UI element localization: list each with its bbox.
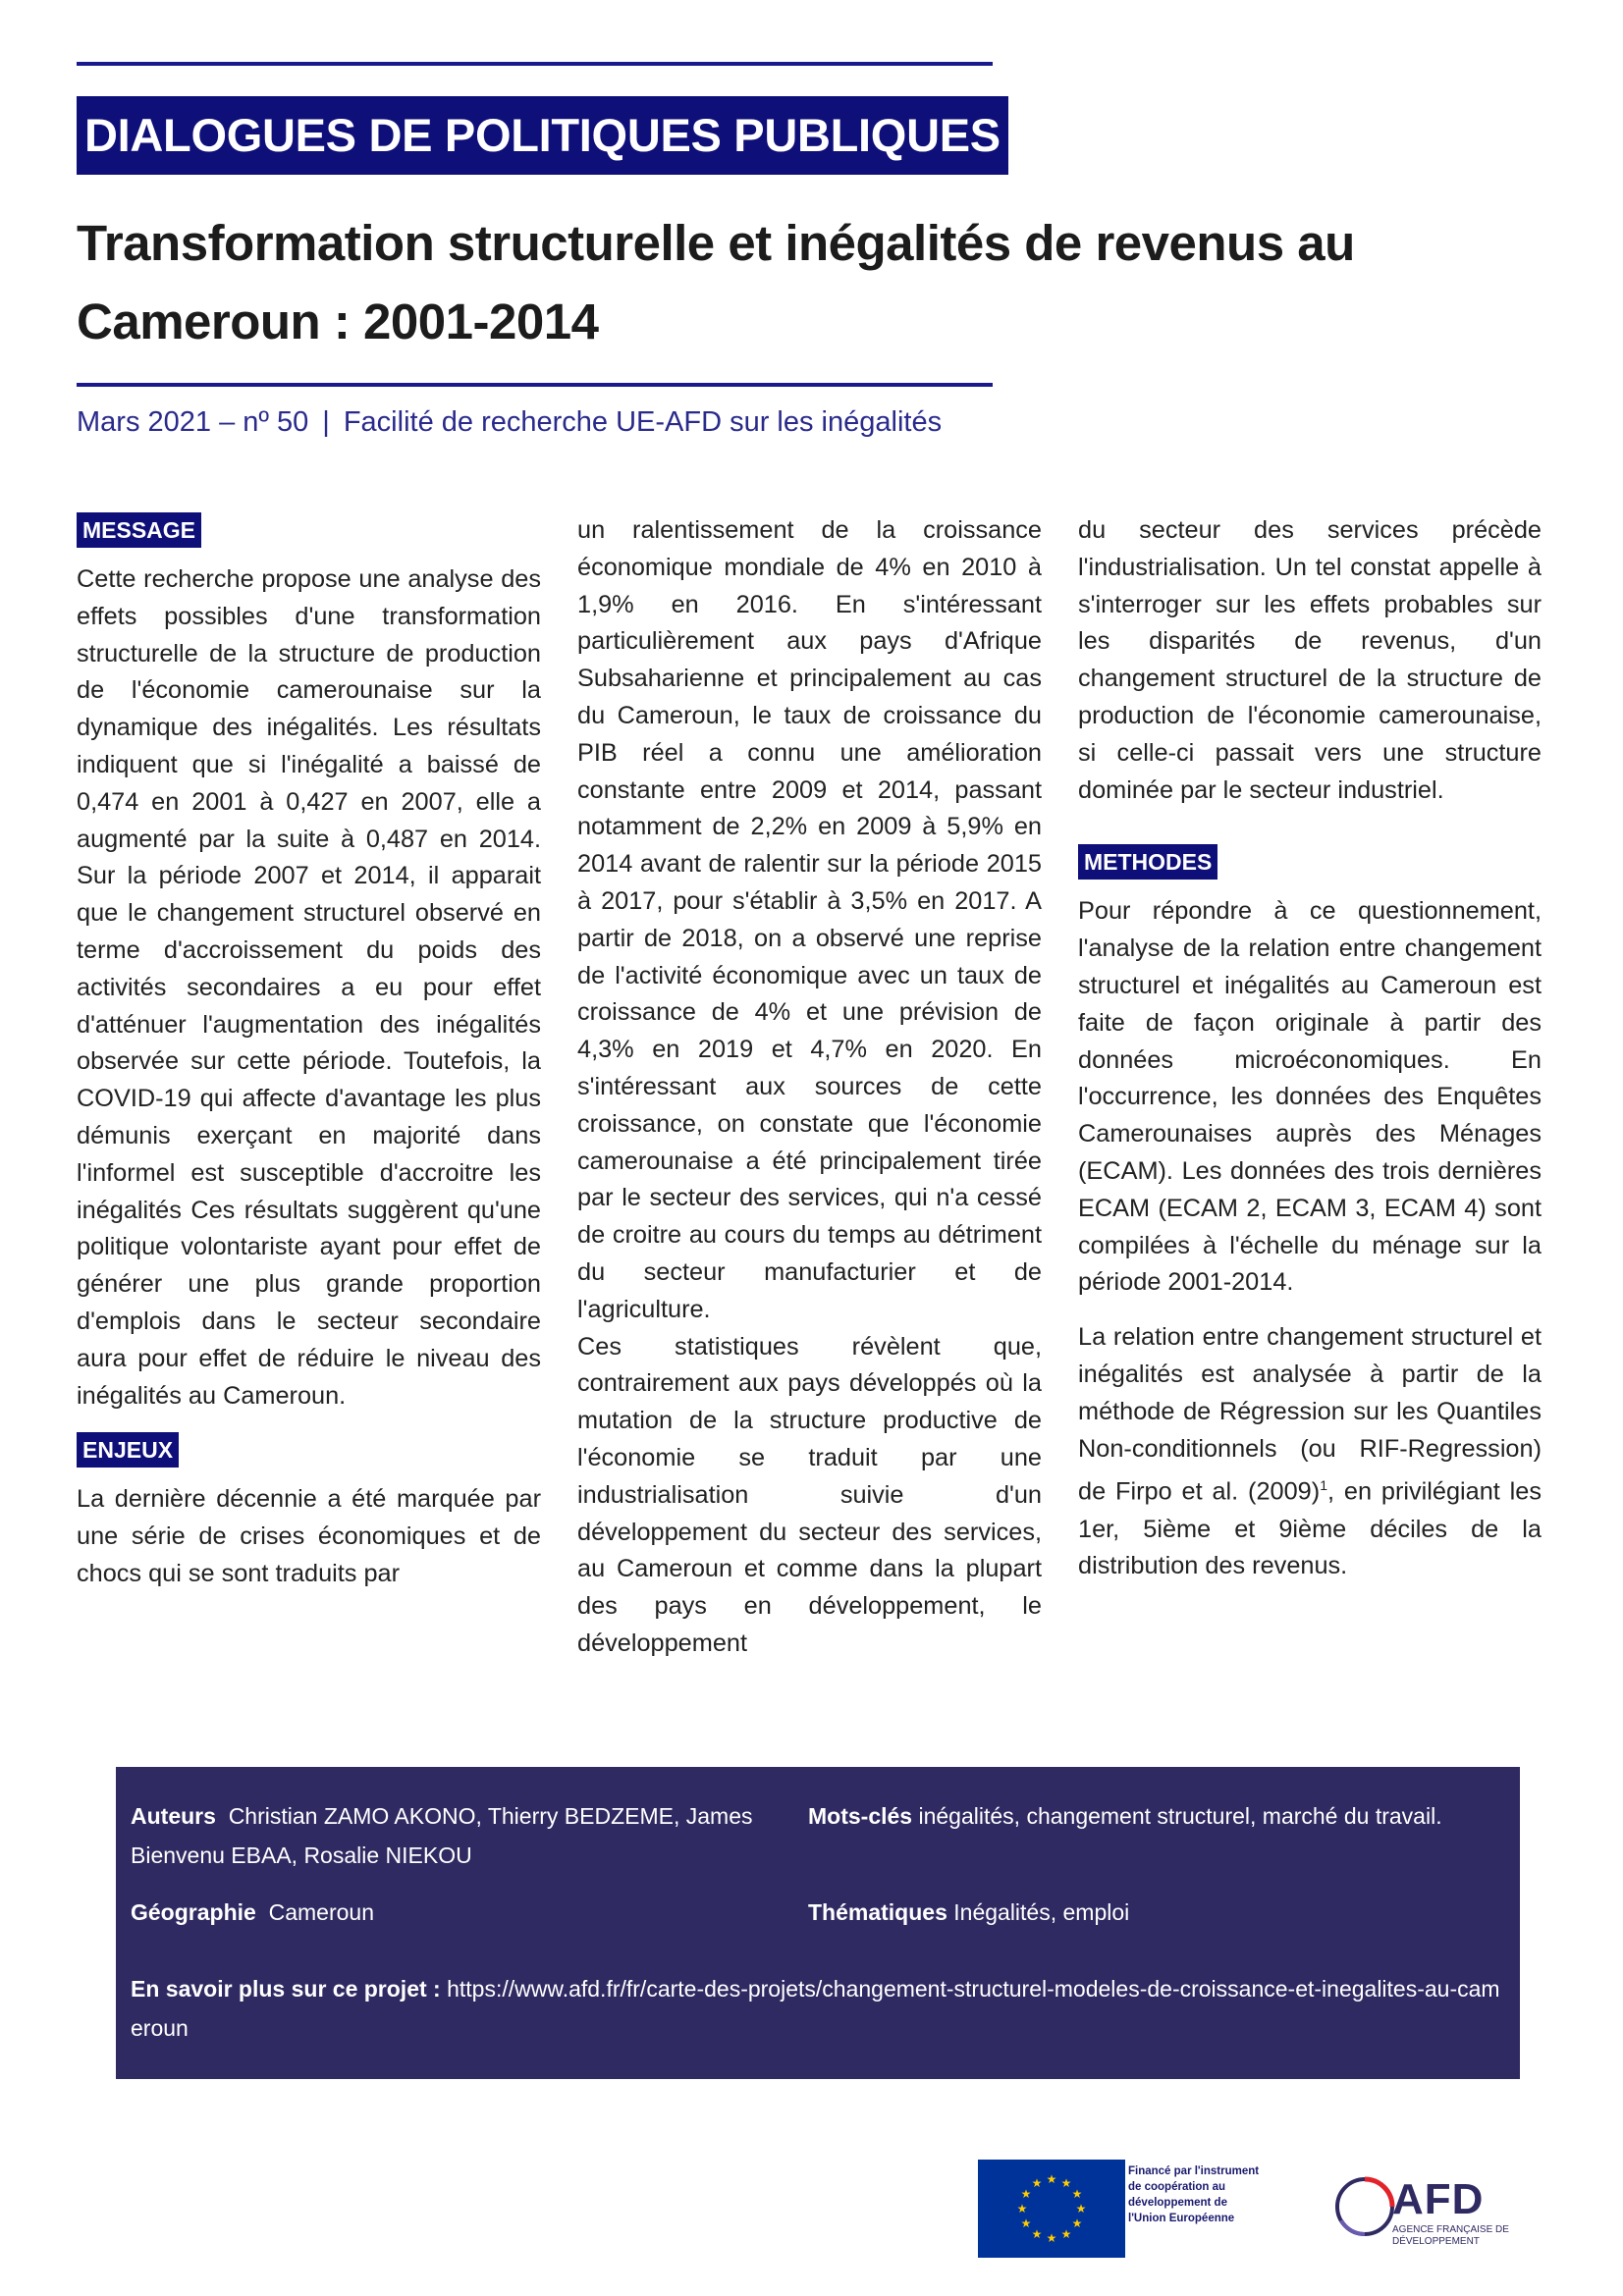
enjeux-text-1: La dernière décennie a été marquée par une série de crises économiques et de chocs qui se sont traduits par	[77, 1485, 541, 1587]
svg-text:★: ★	[1020, 2187, 1032, 2201]
geography-label: Géographie	[131, 1899, 256, 1925]
page-title	[77, 204, 1549, 361]
authors-label: Auteurs	[131, 1803, 216, 1829]
themes	[808, 1893, 1129, 1932]
svg-text:★: ★	[1046, 2172, 1057, 2186]
project-link-row	[131, 1969, 1505, 2048]
afd-logo	[1331, 2173, 1518, 2262]
project-info-box	[116, 1767, 1520, 2079]
issue-number: Mars 2021 – nº 50	[77, 406, 309, 438]
enjeux-text-3: du secteur des services précède l'industrialisation. Un tel constat appelle à s'interroger sur les effets probables sur les disparités de revenus, d'un changement structurel de la structure de production de l'économie camerounaise, si celle-ci passait vers une structure dominée par le secteur industriel.	[1078, 516, 1542, 804]
svg-text:★: ★	[1071, 2216, 1083, 2230]
column-3	[1078, 512, 1542, 1603]
footnote-ref[interactable]: 1	[1320, 1477, 1327, 1494]
issue-separator: |	[322, 406, 330, 438]
keywords	[808, 1796, 1515, 1836]
afd-wordmark: AFD	[1392, 2175, 1485, 2223]
series-banner: DIALOGUES DE POLITIQUES PUBLIQUES	[77, 96, 1008, 175]
enjeux-text-2a: un ralentissement de la croissance économique mondiale de 4% en 2010 à 1,9% en 2016. En s'intéressant particulièrement aux pays d'Afrique Subsaharienne et principalement au cas du Cameroun, le taux de croissance du PIB réel a connu une amélioration constante entre 2009 et 2014, passant notamment de 2,2% en 2009 à 5,9% en 2014 avant de ralentir sur la période 2015 à 2017, pour s'établir à 3,5% en 2017. A partir de 2018, on a observé une reprise de l'activité économique avec un taux de croissance de 4% et une prévision de 4,3% en 2019 et 4,7% en 2020. En s'intéressant aux sources de cette croissance, on constate que l'économie camerounaise a été principalement tirée par le secteur des services, qui n'a cessé de croitre au cours du temps au détriment du secteur manufacturier et de l'agriculture.	[577, 516, 1042, 1323]
message-text: Cette recherche propose une analyse des effets possibles d'une transformation structurelle de la structure de production de l'économie camerounaise sur la dynamique des inégalités. Les résultats indiquent que si l'inégalité a baissé de 0,474 en 2001 à 0,427 en 2007, elle a augmenté par la suite à 0,487 en 2014. Sur la période 2007 et 2014, il apparait que le changement structurel observé en terme d'accroissement du poids des activités secondaires a eu pour effet d'atténuer l'augmentation des inégalités observée sur cette période. Toutefois, la COVID-19 qui affecte d'avantage les plus démunis exerçant en majorité dans l'informel est susceptible d'accroitre les inégalités Ces résultats suggèrent qu'une politique volontariste ayant pour effet de générer une plus grande proportion d'emplois dans le secteur secondaire aura pour effet de réduire le niveau des inégalités au Cameroun.	[77, 565, 541, 1410]
top-rule	[77, 62, 993, 66]
title-rule	[77, 383, 993, 387]
eu-flag-icon	[978, 2160, 1125, 2258]
svg-text:★: ★	[1031, 2227, 1043, 2241]
svg-text:★: ★	[1020, 2216, 1032, 2230]
afd-ring-icon	[1331, 2173, 1398, 2240]
methodes-text-2	[1078, 1319, 1542, 1585]
keywords-label: Mots-clés	[808, 1803, 913, 1829]
eu-logo	[978, 2160, 1263, 2260]
issue-line	[77, 406, 942, 439]
column-2	[577, 512, 1042, 1663]
eu-funding-text: Financé par l'instrument de coopération au développement de l'Union Européenne	[1128, 2165, 1260, 2224]
svg-text:★: ★	[1016, 2202, 1028, 2216]
authors	[131, 1796, 779, 1875]
svg-text:★: ★	[1071, 2187, 1083, 2201]
svg-text:★: ★	[1075, 2202, 1087, 2216]
geography-value: Cameroun	[268, 1899, 374, 1925]
section-heading-enjeux: ENJEUX	[77, 1432, 179, 1468]
section-heading-message: MESSAGE	[77, 512, 201, 548]
title-line-2: Cameroun : 2001-2014	[77, 294, 599, 349]
svg-text:★: ★	[1060, 2227, 1072, 2241]
svg-text:★: ★	[1060, 2176, 1072, 2190]
authors-value: Christian ZAMO AKONO, Thierry BEDZEME, James Bienvenu EBAA, Rosalie NIEKOU	[131, 1803, 753, 1868]
geography	[131, 1893, 374, 1932]
facility-name: Facilité de recherche UE-AFD sur les inégalités	[343, 406, 943, 438]
keywords-value: inégalités, changement structurel, marché du travail.	[918, 1803, 1442, 1829]
project-link-label: En savoir plus sur ce projet :	[131, 1976, 441, 2002]
column-1	[77, 512, 541, 1611]
themes-label: Thématiques	[808, 1899, 947, 1925]
themes-value: Inégalités, emploi	[953, 1899, 1130, 1925]
methodes-text-1: Pour répondre à ce questionnement, l'analyse de la relation entre changement structurel et inégalités au Cameroun est faite de façon originale à partir des données microéconomiques. En l'occurrence, les données des Enquêtes Camerounaises auprès des Ménages (ECAM). Les données des trois dernières ECAM (ECAM 2, ECAM 3, ECAM 4) sont compilées à l'échelle du ménage sur la période 2001-2014.	[1078, 897, 1542, 1297]
enjeux-text-2b: Ces statistiques révèlent que, contrairement aux pays développés où la mutation de la structure productive de l'économie se traduit par une industrialisation suivie d'un développement du secteur des services, au Cameroun et comme dans la plupart des pays en développement, le développement	[577, 1332, 1042, 1657]
project-link[interactable]: https://www.afd.fr/fr/carte-des-projets/changement-structurel-modeles-de-croissance-et-inegalites-au-cameroun	[131, 1976, 1500, 2041]
svg-text:★: ★	[1031, 2176, 1043, 2190]
afd-subtitle: AGENCE FRANÇAISE DE DÉVELOPPEMENT	[1392, 2224, 1509, 2247]
svg-text:★: ★	[1046, 2231, 1057, 2245]
title-line-1: Transformation structurelle et inégalités de revenus au	[77, 215, 1355, 271]
section-heading-methodes: METHODES	[1078, 844, 1217, 880]
methodes-text-2a: La relation entre changement structurel et inégalités est analysée à partir de la méthode de Régression sur les Quantiles Non-conditionnels (ou RIF-Regression) de Firpo et al. (2009)	[1078, 1323, 1542, 1506]
methodes-text-2b: , en privilégiant les 1er, 5ième et 9ième déciles de la distribution des revenus.	[1078, 1477, 1542, 1580]
